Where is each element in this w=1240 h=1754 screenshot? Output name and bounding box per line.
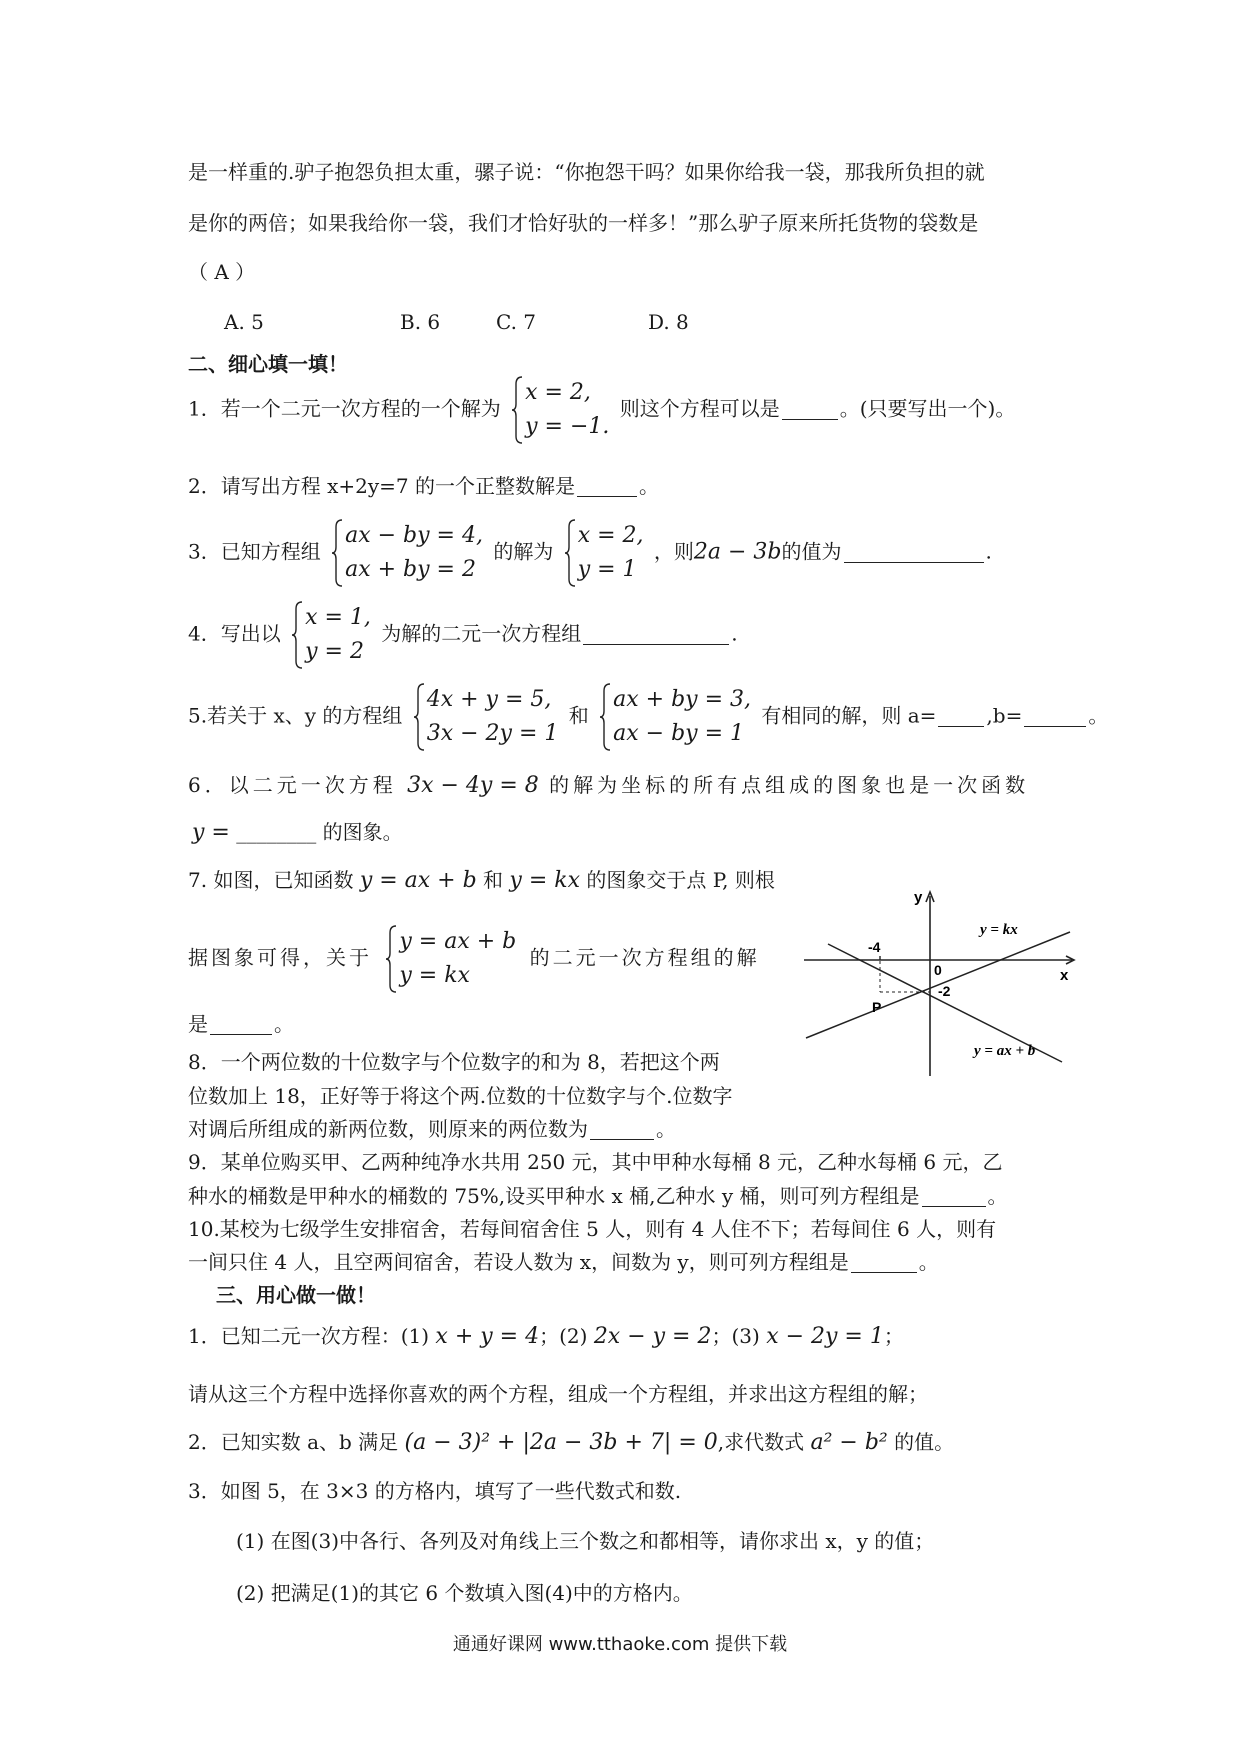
q7-text-5: 是 xyxy=(188,1012,208,1036)
q2-text-end: 。 xyxy=(638,474,659,498)
q5-eq-3: ax + by = 3, xyxy=(613,687,751,712)
q10-text: 一间只住 4 人，且空两间宿舍，若设人数为 x，间数为 y，则可列方程组是 xyxy=(188,1250,849,1274)
s3q1-eq-3: x − 2y = 1 xyxy=(766,1324,884,1349)
q7-system xyxy=(385,925,516,993)
q2-answer-blank[interactable] xyxy=(577,476,637,497)
question-2-9-line-1: 9．某单位购买甲、乙两种纯净水共用 250 元，其中甲种水每桶 8 元，乙种水每桶 6 元，乙 xyxy=(188,1150,1003,1174)
q10-answer-blank[interactable] xyxy=(851,1252,917,1273)
q4-text-2: 为解的二元一次方程组 xyxy=(381,621,582,646)
q7-end: 。 xyxy=(274,1012,294,1036)
q5-text: 5.若关于 x、y 的方程组 xyxy=(188,703,403,728)
q3-end: . xyxy=(985,539,992,564)
tick-x-label: -4 xyxy=(868,939,881,955)
brace-icon xyxy=(413,683,425,751)
q4-answer-blank[interactable] xyxy=(583,624,729,645)
brace-icon xyxy=(511,376,523,444)
q4-eq-2: y = 2 xyxy=(305,639,364,664)
question-2-8-line-1: 8．一个两位数的十位数字与个位数字的和为 8，若把这个两 xyxy=(188,1050,720,1074)
q5-text-2: 有相同的解，则 a= xyxy=(761,703,937,728)
brace-icon xyxy=(291,601,303,669)
q5-a-blank[interactable] xyxy=(938,706,984,727)
q7-function-2: y = kx xyxy=(509,868,580,893)
q4-solution xyxy=(291,601,371,669)
question-2-9-line-2 xyxy=(188,1182,1008,1210)
q1-eq-1: x = 2, xyxy=(525,380,591,405)
brace-icon xyxy=(385,925,397,993)
q4-end: . xyxy=(731,621,738,646)
q9-answer-blank[interactable] xyxy=(922,1186,986,1207)
question-2-7 xyxy=(188,866,775,895)
brace-icon xyxy=(599,683,611,751)
q8-text: 对调后所组成的新两位数，则原来的两位数为 xyxy=(188,1117,588,1141)
q3-answer-blank[interactable] xyxy=(844,542,984,563)
q8-answer-blank[interactable] xyxy=(590,1119,654,1140)
s3q1-eq-1: x + y = 4 xyxy=(435,1324,540,1349)
q5-system-1 xyxy=(413,683,559,751)
function-graph xyxy=(800,880,1080,1080)
s3q1-sep-2: ；(3) xyxy=(711,1324,760,1348)
tick-y-label: -2 xyxy=(938,983,951,999)
section2-title: 二、细心填一填！ xyxy=(188,352,348,376)
s3q1-eq-2: 2x − y = 2 xyxy=(593,1324,712,1349)
q9-end: 。 xyxy=(987,1184,1008,1208)
question-3-1-line-2: 请从这三个方程中选择你喜欢的两个方程，组成一个方程组，并求出这方程组的解； xyxy=(188,1382,928,1406)
q1-solution-system xyxy=(511,376,609,444)
s3q1-sep-1: ；(2) xyxy=(539,1324,588,1348)
question-2-1 xyxy=(188,376,1015,444)
q3-expression: 2a − 3b xyxy=(693,539,782,565)
q1-answer-blank[interactable] xyxy=(782,399,838,420)
section3-title: 三、用心做一做！ xyxy=(216,1283,376,1307)
q10-end: 。 xyxy=(918,1250,939,1274)
q7-text-4: 的二元一次方程组的解 xyxy=(529,945,760,970)
q1-eq-2: y = −1. xyxy=(525,414,610,439)
intro-line-2: 是你的两倍；如果我给你一袋，我们才恰好驮的一样多！”那么驴子原来所托货物的袋数是 xyxy=(188,211,979,235)
question-2-6 xyxy=(188,771,1029,800)
q5-system-2 xyxy=(599,683,751,751)
question-2-7-line-3 xyxy=(188,1010,294,1038)
q3-text-3: 的值为 xyxy=(781,539,842,564)
q7-eq-1: y = ax + b xyxy=(399,929,517,954)
q7-text: 7. 如图，已知函数 xyxy=(188,868,354,892)
question-3-1 xyxy=(188,1322,904,1351)
q6-text: 6．以二元一次方程 xyxy=(188,773,397,797)
question-2-8-line-3 xyxy=(188,1115,676,1143)
q3-eq-2: ax + by = 2 xyxy=(345,557,476,582)
intro-answer: （ A ） xyxy=(188,260,256,284)
brace-icon xyxy=(564,519,576,587)
intro-options xyxy=(224,308,689,336)
q6-text-2: 的解为坐标的所有点组成的图象也是一次函数 xyxy=(549,773,1030,797)
q7-eq-2: y = kx xyxy=(399,963,470,988)
q6-answer-blank[interactable]: ________ xyxy=(236,820,317,844)
line-kx-label: y = kx xyxy=(980,922,1018,938)
origin-label: 0 xyxy=(934,962,942,978)
question-2-5 xyxy=(188,683,1108,751)
option-b: B. 6 xyxy=(400,310,441,334)
q1-text-3: 。(只要写出一个)。 xyxy=(839,396,1016,421)
q1-text: 1．若一个二元一次方程的一个解为 xyxy=(188,396,501,421)
q3-eq-1: ax − by = 4, xyxy=(345,523,483,548)
q7-function-1: y = ax + b xyxy=(359,868,477,893)
s3q2-text-2: ,求代数式 xyxy=(717,1430,805,1454)
q3-text-2: ，则 xyxy=(653,539,694,564)
question-3-3: 3．如图 5，在 3×3 的方格内，填写了一些代数式和数. xyxy=(188,1479,682,1503)
question-3-3-part-1: (1) 在图(3)中各行、各列及对角线上三个数之和都相等，请你求出 x，y 的值； xyxy=(236,1529,935,1553)
q3-sol-1: x = 2, xyxy=(577,523,644,548)
s3q1-text: 1．已知二元一次方程：(1) xyxy=(188,1324,430,1348)
s3q2-condition: (a − 3)² + |2a − 3b + 7| = 0 xyxy=(404,1430,718,1455)
question-3-2 xyxy=(188,1428,954,1457)
q7-answer-blank[interactable] xyxy=(210,1014,272,1035)
q5-eq-2: 3x − 2y = 1 xyxy=(426,721,559,746)
q3-text: 3．已知方程组 xyxy=(188,539,321,564)
q3-text-mid: 的解为 xyxy=(493,539,554,564)
q7-text-2: 的图象交于点 P, 则根 xyxy=(586,868,775,892)
question-2-8-line-2: 位数加上 18，正好等于将这个两.位数的十位数字与个.位数字 xyxy=(188,1084,733,1108)
question-2-2 xyxy=(188,472,659,500)
q4-text: 4．写出以 xyxy=(188,621,281,646)
question-3-3-part-2: (2) 把满足(1)的其它 6 个数填入图(4)中的方格内。 xyxy=(236,1581,693,1605)
q2-text: 2．请写出方程 x+2y=7 的一个正整数解是 xyxy=(188,474,575,498)
x-axis-label: x xyxy=(1060,967,1069,984)
q7-and: 和 xyxy=(483,868,504,892)
q5-end: 。 xyxy=(1088,703,1109,728)
intro-line-1: 是一样重的.驴子抱怨负担太重，骡子说：“你抱怨干吗？如果你给我一袋，那我所负担的就 xyxy=(188,160,985,184)
line-axb-label: y = ax + b xyxy=(974,1043,1036,1059)
q3-sol-2: y = 1 xyxy=(577,557,637,582)
q7-text-3: 据图象可得，关于 xyxy=(188,945,372,970)
question-2-6-line-2 xyxy=(192,818,403,847)
point-p-label: P xyxy=(872,999,882,1015)
footer-credit: 通通好课网 www.tthaoke.com 提供下载 xyxy=(452,1634,788,1655)
s3q2-text: 2．已知实数 a、b 满足 xyxy=(188,1430,399,1454)
option-a: A. 5 xyxy=(224,310,264,334)
s3q1-sep-3: ； xyxy=(883,1324,904,1348)
q5-b-blank[interactable] xyxy=(1024,706,1086,727)
s3q2-expression: a² − b² xyxy=(810,1430,888,1455)
question-2-10-line-1: 10.某校为七级学生安排宿舍，若每间宿舍住 5 人，则有 4 人住不下；若每间住 6 人，则有 xyxy=(188,1217,997,1241)
q4-eq-1: x = 1, xyxy=(305,605,371,630)
q5-eq-1: 4x + y = 5, xyxy=(426,687,552,712)
q6-y-label: y = xyxy=(192,820,230,845)
question-2-7-line-2 xyxy=(188,925,760,993)
q3-solution xyxy=(564,519,644,587)
question-2-4 xyxy=(188,601,738,669)
question-2-3 xyxy=(188,519,992,587)
q6-equation: 3x − 4y = 8 xyxy=(407,773,539,798)
question-2-10-line-2 xyxy=(188,1248,939,1276)
s3q2-text-3: 的值。 xyxy=(894,1430,955,1454)
brace-icon xyxy=(331,519,343,587)
q9-text: 种水的桶数是甲种水的桶数的 75%,设买甲种水 x 桶,乙种水 y 桶，则可列方程组是 xyxy=(188,1184,920,1208)
q5-b-label: ,b= xyxy=(986,703,1023,728)
q3-system xyxy=(331,519,483,587)
option-c: C. 7 xyxy=(496,310,537,334)
option-d: D. 8 xyxy=(648,310,689,334)
q6-text-3: 的图象。 xyxy=(322,820,403,844)
q5-eq-4: ax − by = 1 xyxy=(613,721,744,746)
q5-text-mid: 和 xyxy=(568,703,589,728)
q1-text-2: 则这个方程可以是 xyxy=(619,396,780,421)
q8-end: 。 xyxy=(656,1117,676,1141)
y-axis-label: y xyxy=(914,889,923,906)
